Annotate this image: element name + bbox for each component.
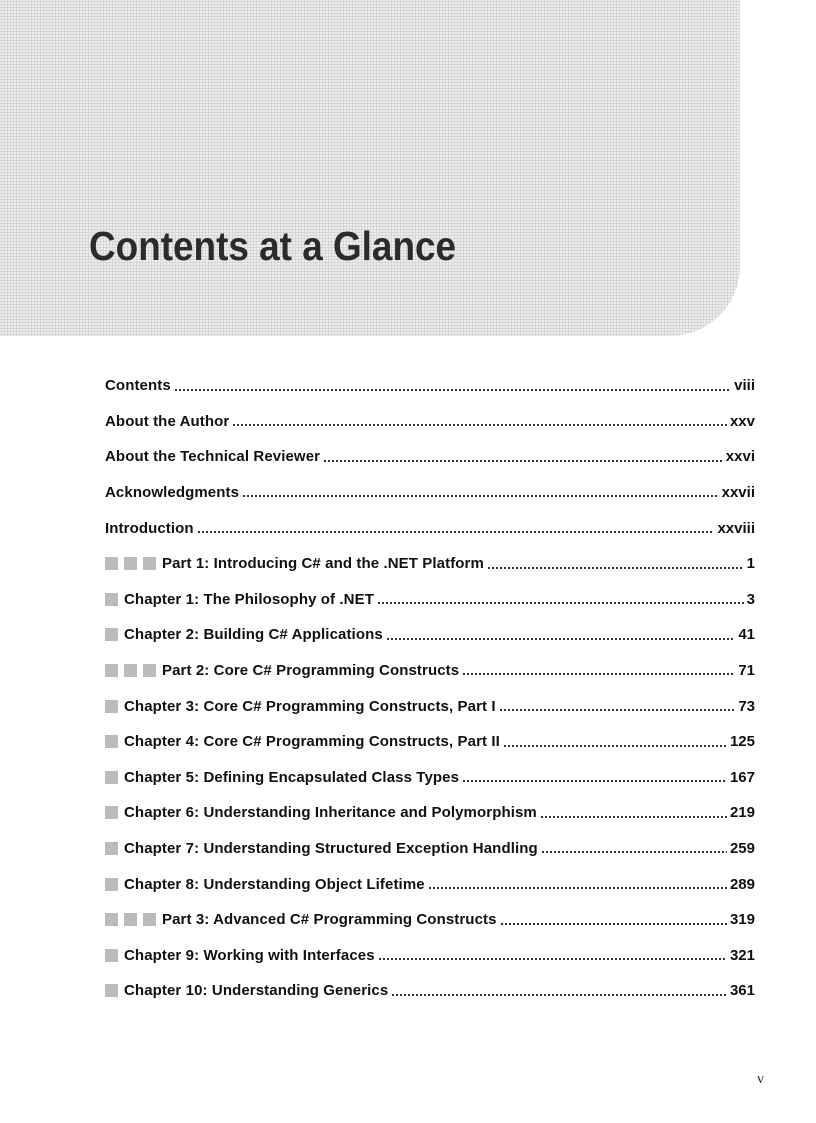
dot-leader <box>540 815 727 819</box>
dot-leader <box>174 388 731 392</box>
dot-leader <box>386 637 736 641</box>
square-bullet-icon <box>143 557 156 570</box>
toc-entry[interactable] <box>105 653 755 689</box>
toc-entry[interactable] <box>105 546 755 582</box>
toc-entry[interactable] <box>105 760 755 796</box>
dot-leader <box>462 672 735 676</box>
toc-entry-title: Introduction <box>105 519 194 537</box>
dot-leader <box>503 744 727 748</box>
dot-leader <box>323 459 723 463</box>
toc-entry-title: Acknowledgments <box>105 484 240 502</box>
entry-marker-icons <box>105 842 124 855</box>
toc-entry-title: About the Author <box>105 412 230 430</box>
dot-leader <box>499 708 736 712</box>
square-bullet-icon <box>105 700 118 713</box>
toc-entry[interactable] <box>105 902 755 938</box>
entry-marker-icons <box>105 949 124 962</box>
square-bullet-icon <box>105 593 118 606</box>
page-number: v <box>757 1072 764 1087</box>
dot-leader <box>541 850 727 854</box>
square-bullet-icon <box>105 913 118 926</box>
square-bullet-icon <box>105 878 118 891</box>
square-bullet-icon <box>143 664 156 677</box>
toc-entry-page: 73 <box>738 697 755 715</box>
square-bullet-icon <box>124 557 137 570</box>
toc-entry-page: xxvii <box>721 484 755 502</box>
toc-entry-page: xxv <box>729 412 755 430</box>
dot-leader <box>232 423 727 427</box>
toc-entry[interactable] <box>105 368 755 404</box>
toc-entry-page: 219 <box>729 804 755 822</box>
toc-entry-title: About the Technical Reviewer <box>105 448 321 466</box>
square-bullet-icon <box>124 913 137 926</box>
entry-marker-icons <box>105 735 124 748</box>
header-band <box>0 0 740 336</box>
table-of-contents <box>105 368 755 1009</box>
square-bullet-icon <box>105 949 118 962</box>
dot-leader <box>242 494 719 498</box>
toc-entry[interactable] <box>105 439 755 475</box>
toc-entry-title: Part 2: Core C# Programming Constructs <box>162 662 460 680</box>
page-title: Contents at a Glance <box>89 223 457 269</box>
toc-entry-page: 167 <box>729 768 755 786</box>
toc-entry-page: 289 <box>729 875 755 893</box>
dot-leader <box>428 886 727 890</box>
dot-leader <box>377 601 744 605</box>
toc-entry[interactable] <box>105 688 755 724</box>
square-bullet-icon <box>105 664 118 677</box>
toc-entry-title: Chapter 9: Working with Interfaces <box>124 946 375 964</box>
dot-leader <box>378 957 727 961</box>
entry-marker-icons <box>105 878 124 891</box>
toc-entry-title: Contents <box>105 377 171 395</box>
toc-entry[interactable] <box>105 510 755 546</box>
square-bullet-icon <box>105 806 118 819</box>
toc-entry-title: Part 3: Advanced C# Programming Constructs <box>162 911 497 929</box>
toc-entry-page: 71 <box>738 662 755 680</box>
square-bullet-icon <box>105 842 118 855</box>
entry-marker-icons <box>105 771 124 784</box>
toc-entry-title: Chapter 8: Understanding Object Lifetime <box>124 875 425 893</box>
dot-leader <box>500 922 727 926</box>
toc-entry[interactable] <box>105 795 755 831</box>
entry-marker-icons <box>105 984 124 997</box>
entry-marker-icons <box>105 557 162 570</box>
toc-entry-title: Chapter 5: Defining Encapsulated Class Types <box>124 768 460 786</box>
toc-entry[interactable] <box>105 475 755 511</box>
toc-entry-page: viii <box>734 377 755 395</box>
toc-entry-title: Chapter 6: Understanding Inheritance and Polymorphism <box>124 804 537 822</box>
toc-entry[interactable] <box>105 582 755 618</box>
square-bullet-icon <box>105 557 118 570</box>
toc-entry-title: Chapter 2: Building C# Applications <box>124 626 383 644</box>
toc-entry-page: 3 <box>746 590 755 608</box>
square-bullet-icon <box>105 735 118 748</box>
entry-marker-icons <box>105 593 124 606</box>
toc-entry-title: Chapter 10: Understanding Generics <box>124 982 389 1000</box>
entry-marker-icons <box>105 664 162 677</box>
toc-entry-title: Chapter 7: Understanding Structured Exception Handling <box>124 840 538 858</box>
toc-entry[interactable] <box>105 973 755 1009</box>
dot-leader <box>487 566 744 570</box>
toc-entry[interactable] <box>105 404 755 440</box>
toc-entry-page: 259 <box>729 840 755 858</box>
toc-entry-title: Chapter 4: Core C# Programming Constructs, Part II <box>124 733 500 751</box>
toc-entry-title: Chapter 1: The Philosophy of .NET <box>124 590 374 608</box>
toc-entry[interactable] <box>105 724 755 760</box>
toc-entry-page: 319 <box>729 911 755 929</box>
toc-entry-page: 125 <box>729 733 755 751</box>
square-bullet-icon <box>105 771 118 784</box>
entry-marker-icons <box>105 806 124 819</box>
toc-entry-page: 361 <box>729 982 755 1000</box>
toc-entry-page: 321 <box>729 946 755 964</box>
square-bullet-icon <box>105 628 118 641</box>
toc-entry[interactable] <box>105 938 755 974</box>
toc-entry[interactable] <box>105 866 755 902</box>
entry-marker-icons <box>105 913 162 926</box>
toc-entry-page: 1 <box>746 555 755 573</box>
toc-entry[interactable] <box>105 831 755 867</box>
dot-leader <box>391 993 727 997</box>
dot-leader <box>462 779 727 783</box>
toc-entry-page: 41 <box>738 626 755 644</box>
entry-marker-icons <box>105 628 124 641</box>
dot-leader <box>197 530 715 534</box>
toc-entry-page: xxvi <box>725 448 755 466</box>
toc-entry[interactable] <box>105 617 755 653</box>
square-bullet-icon <box>105 984 118 997</box>
toc-entry-title: Chapter 3: Core C# Programming Constructs, Part I <box>124 697 496 715</box>
toc-entry-title: Part 1: Introducing C# and the .NET Platform <box>162 555 484 573</box>
square-bullet-icon <box>143 913 156 926</box>
entry-marker-icons <box>105 700 124 713</box>
toc-entry-page: xxviii <box>717 519 755 537</box>
square-bullet-icon <box>124 664 137 677</box>
